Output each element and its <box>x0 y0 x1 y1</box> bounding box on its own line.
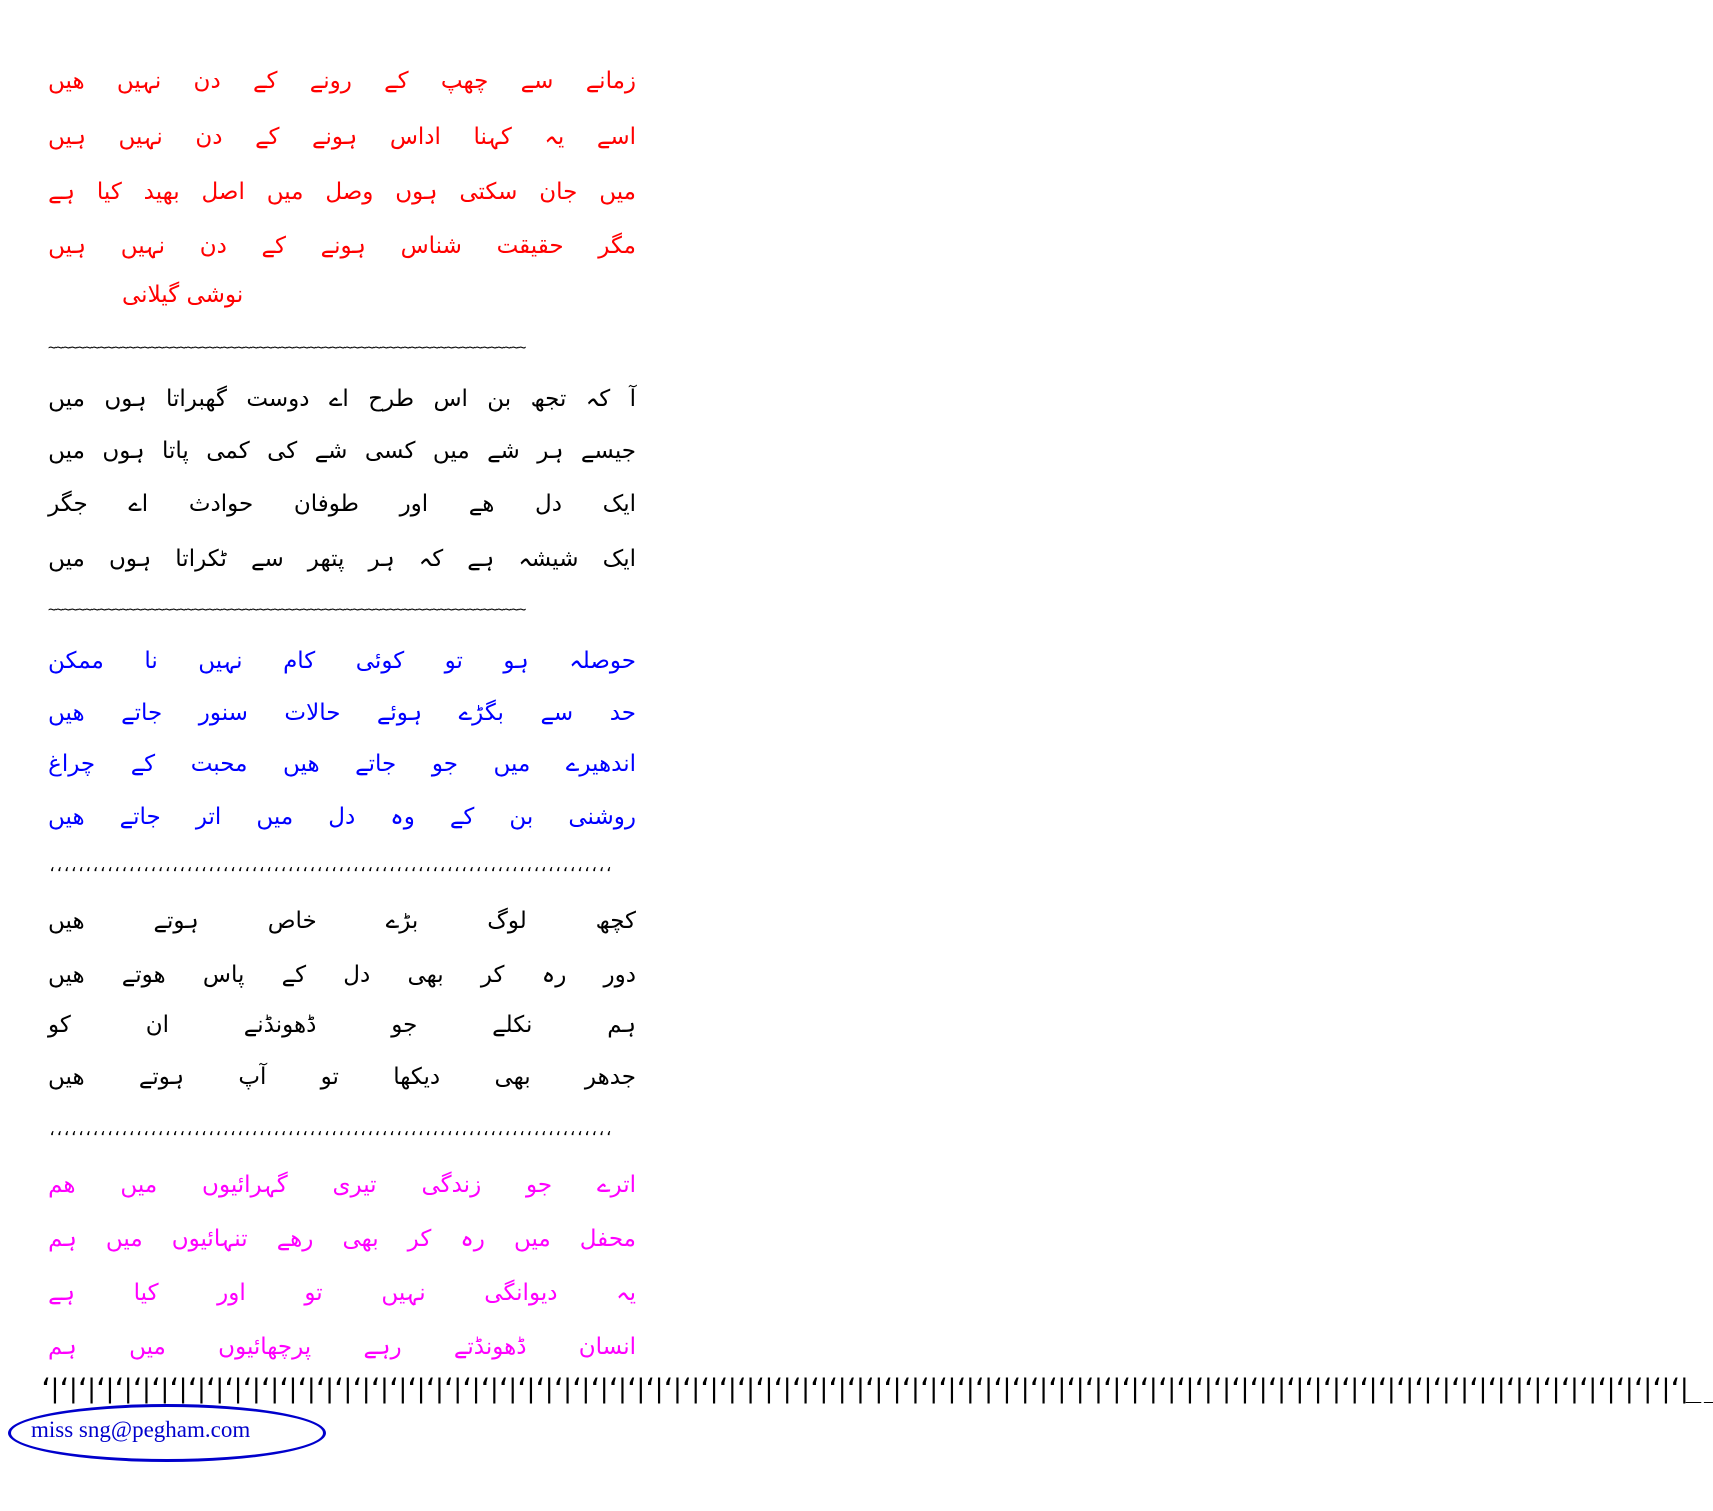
verse-word: کہ <box>585 386 611 412</box>
verse-word: ھیں <box>48 962 85 988</box>
verse-word: کیا <box>96 179 122 205</box>
verse-word: نکلے <box>492 1012 533 1038</box>
verse-word: ڈھونڈنے <box>243 1012 317 1038</box>
verse-word: تو <box>444 648 463 674</box>
verse-line <box>48 640 636 682</box>
verse-word: محبت <box>190 751 248 777</box>
separator-bars: ‘|‘|‘|‘|‘|‘|‘|‘|‘|‘|‘|‘|‘|‘|‘|‘|‘|‘|‘|‘|‘|‘|‘|‘|‘|‘|‘|‘|‘|‘|‘|‘|‘|‘|‘|‘|‘|‘|‘|‘|‘|‘|‘|‘|‘|‘|‘|‘|‘|‘|‘|‘|‘|‘|‘|‘|‘|‘|‘|‘|‘|‘|‘|‘|‘|‘|‘|‘|‘|‘|‘|‘|‘|‘|‘|‘|‘|‘|‘|‘|‘|‘|‘|‘|‘|‘|‘|‘|‘|‘|_ _ <box>38 1374 1713 1404</box>
verse-line <box>48 483 636 525</box>
verse-word: ہیں <box>48 124 86 150</box>
verse-word: ہوں <box>108 546 152 572</box>
verse-word: اتر <box>195 804 222 830</box>
verse-word: آپ <box>238 1064 267 1090</box>
verse-word: پتھر <box>307 546 345 572</box>
verse-word: نہیں <box>198 648 243 674</box>
verse-word: بھی <box>342 1226 379 1252</box>
verse-word: نہیں <box>116 68 162 94</box>
verse-word: حوادث <box>188 491 254 517</box>
verse-word: میں <box>432 438 470 464</box>
verse-word: وہ <box>390 804 415 830</box>
verse-line <box>48 796 636 838</box>
verse-word: سنور <box>198 700 248 726</box>
verse-line <box>48 1218 636 1260</box>
verse-word: ایک <box>602 491 636 517</box>
verse-word: ھیں <box>48 700 85 726</box>
verse-word: ہوتے <box>138 1064 185 1090</box>
verse-word: بھی <box>407 962 444 988</box>
verse-word: کے <box>130 751 156 777</box>
verse-word: پاتا <box>162 438 189 464</box>
verse-word: کر <box>407 1226 432 1252</box>
verse-word: مگر <box>598 233 636 259</box>
verse-word: بھید <box>143 179 180 205</box>
verse-word: ھوتے <box>121 962 166 988</box>
verse-line <box>48 538 636 580</box>
verse-word: طرح <box>368 386 415 412</box>
verse-line <box>48 1056 636 1098</box>
verse-word: میں <box>48 546 85 572</box>
verse-word: حد <box>609 700 636 726</box>
poet-signature: نوشی گیلانی <box>122 282 244 308</box>
verse-word: کے <box>255 124 280 150</box>
verse-word: نہیں <box>118 124 163 150</box>
verse-word: ممکن <box>48 648 104 674</box>
verse-word: ھم <box>48 1172 76 1198</box>
verse-word: بگڑے <box>458 700 504 726</box>
verse-word: ہونے <box>312 124 358 150</box>
verse-word: میں <box>493 751 531 777</box>
verse-word: ہم <box>607 1012 636 1038</box>
verse-word: چراغ <box>48 751 96 777</box>
verse-word: کی <box>267 438 298 464</box>
verse-word: ٹکراتا <box>175 546 227 572</box>
verse-word: حوصلہ <box>569 648 636 674</box>
verse-word: ہو <box>503 648 529 674</box>
verse-word: کو <box>48 1012 71 1038</box>
verse-word: کمی <box>206 438 250 464</box>
verse-word: سے <box>250 546 284 572</box>
verse-word: ہونے <box>320 233 366 259</box>
verse-word: ہم <box>48 1334 77 1360</box>
verse-word: ھیں <box>48 68 85 94</box>
verse-line <box>48 225 636 267</box>
verse-word: ہوں <box>395 179 438 205</box>
verse-word: اسے <box>596 124 636 150</box>
verse-word: نا <box>144 648 158 674</box>
verse-line <box>48 1004 636 1046</box>
verse-word: کہ <box>418 546 444 572</box>
verse-word: شناس <box>400 233 462 259</box>
verse-word: کے <box>384 68 409 94</box>
verse-word: تنہائیوں <box>171 1226 248 1252</box>
verse-word: کے <box>261 233 286 259</box>
verse-word: شیشہ <box>518 546 579 572</box>
verse-word: بن <box>509 804 534 830</box>
separator-quote: ‘‘‘‘‘‘‘‘‘‘‘‘‘‘‘‘‘‘‘‘‘‘‘‘‘‘‘‘‘‘‘‘‘‘‘‘‘‘‘‘‘‘‘‘‘‘‘‘‘‘‘‘‘‘‘‘‘‘‘‘‘‘‘‘‘‘‘‘‘‘‘‘‘‘‘‘‘‘ <box>48 866 612 882</box>
separator-tilde: ~~~~~~~~~~~~~~~~~~~~~~~~~~~~~~~~~~~~~~~~~~~~~~~~~~~~~~~~~~~~~~~~~~ <box>48 602 526 618</box>
verse-word: ہے <box>48 1280 76 1306</box>
verse-word: کہنا <box>473 124 512 150</box>
verse-word: چھپ <box>440 68 489 94</box>
verse-word: تیری <box>332 1172 377 1198</box>
verse-line <box>48 378 636 420</box>
verse-line <box>48 60 636 102</box>
verse-word: دل <box>343 962 371 988</box>
email-address[interactable]: miss sng@pegham.com <box>31 1417 251 1442</box>
verse-word: اور <box>217 1280 246 1306</box>
verse-word: دل <box>328 804 356 830</box>
verse-word: خاص <box>267 908 317 934</box>
verse-word: ہیں <box>48 233 86 259</box>
verse-word: ہوں <box>102 438 145 464</box>
verse-word: پاس <box>202 962 245 988</box>
verse-word: دوست <box>246 386 310 412</box>
verse-word: ہر <box>537 438 564 464</box>
verse-word: یہ <box>544 124 565 150</box>
verse-word: کسی <box>364 438 416 464</box>
verse-word: کے <box>253 68 278 94</box>
verse-word: بن <box>487 386 512 412</box>
verse-word: تجھ <box>530 386 567 412</box>
verse-word: زندگی <box>421 1172 482 1198</box>
verse-word: میں <box>129 1334 166 1360</box>
verse-word: ھیں <box>48 1064 85 1090</box>
verse-line <box>48 692 636 734</box>
verse-word: کام <box>283 648 316 674</box>
verse-word: میں <box>256 804 294 830</box>
verse-line <box>48 1326 636 1368</box>
verse-word: اصل <box>201 179 245 205</box>
verse-word: کے <box>449 804 475 830</box>
verse-line <box>48 954 636 996</box>
verse-line <box>48 1272 636 1314</box>
verse-word: گھبراتا <box>165 386 227 412</box>
verse-word: ایک <box>602 546 636 572</box>
verse-word: کر <box>480 962 505 988</box>
verse-word: ہے <box>467 546 495 572</box>
verse-word: اس <box>433 386 468 412</box>
verse-word: جدھر <box>584 1064 636 1090</box>
verse-word: تو <box>304 1280 323 1306</box>
verse-word: سے <box>520 68 554 94</box>
verse-word: ڈھونڈتے <box>453 1334 527 1360</box>
verse-word: کیا <box>133 1280 159 1306</box>
verse-word: میں <box>266 179 304 205</box>
verse-word: محفل <box>579 1226 636 1252</box>
verse-word: رہ <box>460 1226 485 1252</box>
verse-word: میں <box>120 1172 158 1198</box>
verse-word: جان <box>539 179 578 205</box>
verse-word: ھے <box>468 491 495 517</box>
verse-word: میں <box>105 1226 143 1252</box>
verse-word: میں <box>599 179 636 205</box>
verse-word: نہیں <box>381 1280 426 1306</box>
verse-line <box>48 1164 636 1206</box>
verse-word: شے <box>314 438 348 464</box>
verse-word: جو <box>526 1172 553 1198</box>
verse-word: جاتے <box>119 804 161 830</box>
verse-word: انسان <box>578 1334 636 1360</box>
verse-word: حقیقت <box>496 233 564 259</box>
verse-word: کچھ <box>595 908 636 934</box>
verse-word: رہے <box>363 1334 402 1360</box>
verse-word: یہ <box>616 1280 636 1306</box>
verse-word: دل <box>535 491 562 517</box>
verse-word: ہے <box>48 179 76 205</box>
verse-word: اے <box>328 386 349 412</box>
verse-word: ھیں <box>48 908 85 934</box>
verse-word: اندھیرے <box>565 751 636 777</box>
verse-word: جو <box>391 1012 418 1038</box>
verse-line <box>48 171 636 213</box>
verse-word: لوگ <box>487 908 527 934</box>
verse-word: جیسے <box>580 438 636 464</box>
verse-word: ان <box>145 1012 169 1038</box>
verse-word: ہوتے <box>153 908 199 934</box>
verse-line <box>48 900 636 942</box>
verse-line <box>48 743 636 785</box>
verse-word: طوفان <box>293 491 359 517</box>
verse-word: جاتے <box>355 751 397 777</box>
verse-word: دیکھا <box>393 1064 441 1090</box>
verse-word: دیوانگی <box>484 1280 558 1306</box>
verse-word: رھے <box>276 1226 314 1252</box>
verse-word: گہرائیوں <box>202 1172 288 1198</box>
verse-word: اداس <box>389 124 441 150</box>
verse-word: دن <box>193 68 221 94</box>
verse-word: روشنی <box>568 804 636 830</box>
verse-word: رونے <box>309 68 352 94</box>
verse-word: اے <box>128 491 149 517</box>
verse-word: میں <box>48 386 85 412</box>
verse-word: حالات <box>284 700 341 726</box>
verse-word: اور <box>399 491 429 517</box>
separator-quote: ‘‘‘‘‘‘‘‘‘‘‘‘‘‘‘‘‘‘‘‘‘‘‘‘‘‘‘‘‘‘‘‘‘‘‘‘‘‘‘‘‘‘‘‘‘‘‘‘‘‘‘‘‘‘‘‘‘‘‘‘‘‘‘‘‘‘‘‘‘‘‘‘‘‘‘‘‘‘ <box>48 1130 612 1146</box>
verse-word: ہم <box>48 1226 77 1252</box>
verse-word: اترے <box>597 1172 636 1198</box>
verse-word: جگر <box>48 491 88 517</box>
verse-word: کوئی <box>355 648 405 674</box>
verse-word: میں <box>513 1226 551 1252</box>
verse-word: دن <box>199 233 227 259</box>
verse-line <box>48 430 636 472</box>
verse-word: نہیں <box>120 233 166 259</box>
verse-line <box>48 116 636 158</box>
verse-word: دور <box>603 962 636 988</box>
verse-word: بڑے <box>385 908 419 934</box>
verse-word: دن <box>195 124 223 150</box>
verse-word: وصل <box>325 179 374 205</box>
verse-word: میں <box>48 438 85 464</box>
verse-word: کے <box>281 962 307 988</box>
separator-tilde: ~~~~~~~~~~~~~~~~~~~~~~~~~~~~~~~~~~~~~~~~~~~~~~~~~~~~~~~~~~~~~~~~~~ <box>48 340 526 356</box>
verse-word: ہوئے <box>376 700 423 726</box>
verse-word: جو <box>431 751 458 777</box>
verse-word: جاتے <box>121 700 163 726</box>
verse-word: بھی <box>494 1064 531 1090</box>
verse-word: ہوں <box>104 386 147 412</box>
verse-word: شے <box>487 438 520 464</box>
verse-word: سکتی <box>459 179 518 205</box>
verse-word: زمانے <box>585 68 636 94</box>
verse-word: پرچھائیوں <box>218 1334 312 1360</box>
verse-word: رہ <box>541 962 567 988</box>
verse-word: آ <box>629 386 636 412</box>
verse-word: ھیں <box>48 804 85 830</box>
verse-word: ہر <box>368 546 395 572</box>
verse-word: سے <box>540 700 574 726</box>
verse-word: تو <box>320 1064 339 1090</box>
verse-word: ھیں <box>283 751 320 777</box>
